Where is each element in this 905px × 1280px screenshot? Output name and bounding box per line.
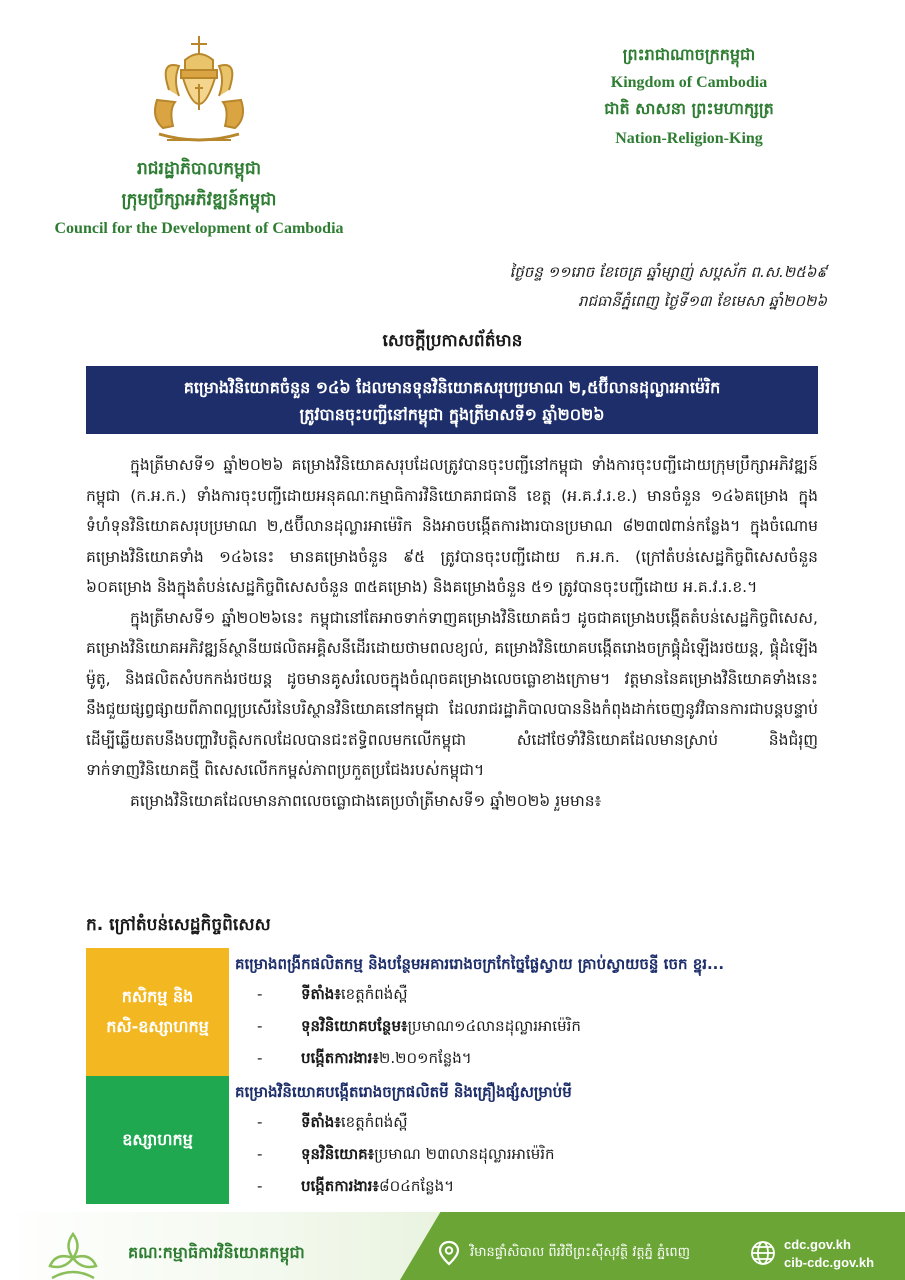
footer — [0, 1212, 905, 1280]
document-type: សេចក្តីប្រកាសព័ត៌មាន — [382, 331, 523, 351]
sector-label: កសិ-ឧស្សាហកម្ម — [106, 1017, 209, 1036]
capital-label: ទុនវិនិយោគបន្ថែម៖ — [301, 1017, 408, 1035]
paragraph-3: គម្រោងវិនិយោគដែលមានភាពលេចធ្លោជាងគេប្រចាំត្រីមាសទី១ ឆ្នាំ២០២៦ រួមមាន៖ — [130, 791, 602, 810]
sector-cell — [86, 1076, 229, 1204]
location-pin-icon — [438, 1240, 460, 1266]
project-row — [86, 1076, 818, 1204]
project-capital: - ទុនវិនិយោគ៖ ប្រមាណ ២៣លានដុល្លារអាម៉េរិក — [235, 1138, 818, 1170]
headline-line-2: ត្រូវបានចុះបញ្ជីនៅកម្ពុជា ក្នុងត្រីមាសទី១ ឆ្នាំ២០២៦ — [299, 405, 605, 424]
website-link[interactable]: cdc.gov.kh — [784, 1237, 851, 1252]
location-label: ទីតាំង៖ — [301, 1113, 341, 1131]
jobs-value: ៨០៤កន្លែង។ — [379, 1177, 455, 1195]
paragraph-1: ក្នុងត្រីមាសទី១ ឆ្នាំ២០២៦ គម្រោងវិនិយោគសរុបដែលត្រូវបានចុះបញ្ជីនៅកម្ពុជា ទាំងការចុះបញ្ជីដោយក្រុមប្រឹក្សាអភិវឌ្ឍន៍កម្ពុជា (ក.អ.ក.) ទាំងការចុះបញ្ជីដោយអនុគណៈកម្មាធិការវិនិយោគរាជធានី ខេត្ត (អ.គ.វ.រ.ខ.) មានចំនួន ១៤៦គម្រោង ក្នុងទំហំទុនវិនិយោគសរុបប្រមាណ ២,៥ប៊ីលានដុល្លារអាម៉េរិក និងអាចបង្កើតការងារបានប្រមាណ ៨២៣៧ពាន់កន្លែង។ ក្នុងចំណោមគម្រោងវិនិយោគទាំង ១៤៦នេះ មានគម្រោងចំនួន ៩៥ ត្រូវបានចុះបញ្ជីដោយ ក.អ.ក. (ក្រៅតំបន់សេដ្ឋកិច្ចពិសេសចំនួន ៦០គម្រោង និងក្នុងតំបន់សេដ្ឋកិច្ចពិសេសចំនួន ៣៥គម្រោង) និងគម្រោងចំនួន ៥១ ត្រូវបានចុះបញ្ជីដោយ អ.គ.វ.រ.ខ.។ — [86, 456, 818, 596]
org-header — [44, 30, 354, 238]
jobs-value: ២.២០១កន្លែង។ — [379, 1049, 472, 1067]
org-name-kh-cdc: ក្រុមប្រឹក្សាអភិវឌ្ឍន៍កម្ពុជា — [121, 190, 277, 210]
document-body — [86, 450, 818, 816]
headline-banner — [86, 366, 818, 434]
project-location: - ទីតាំង៖ ខេត្តកំពង់ស្ពឺ — [235, 1106, 818, 1138]
royal-emblem-icon — [139, 30, 259, 148]
lunar-date: ថ្ងៃចន្ទ ១១រោច ខែចេត្រ ឆ្នាំម្សាញ់ សប្តស័ក ព.ស.២៥៦៩ — [509, 263, 827, 281]
capital-value: ប្រមាណ ២៣លានដុល្លារអាម៉េរិក — [374, 1145, 555, 1163]
sector-cell — [86, 948, 229, 1076]
project-row — [86, 948, 818, 1076]
footer-websites — [784, 1236, 874, 1272]
project-details — [229, 948, 818, 1076]
kingdom-en: Kingdom of Cambodia — [610, 74, 768, 91]
footer-org-name: គណៈកម្មាធិការវិនិយោគកម្ពុជា — [128, 1243, 305, 1262]
location-value: ខេត្តកំពង់ស្ពឺ — [340, 985, 408, 1003]
project-jobs: - បង្កើតការងារ៖ ២.២០១កន្លែង។ — [235, 1042, 818, 1074]
globe-icon — [750, 1240, 776, 1266]
project-location: - ទីតាំង៖ ខេត្តកំពង់ស្ពឺ — [235, 978, 818, 1010]
location-label: ទីតាំង៖ — [301, 985, 341, 1003]
website-link[interactable]: cib-cdc.gov.kh — [784, 1255, 875, 1270]
cib-logo-icon — [42, 1230, 104, 1280]
date-block — [510, 258, 827, 316]
project-table — [86, 948, 818, 1204]
project-name: គម្រោងវិនិយោគបង្កើតរោងចក្រផលិតមី និងគ្រឿងផ្សំសម្រាប់មី — [235, 1083, 572, 1101]
jobs-label: បង្កើតការងារ៖ — [301, 1049, 380, 1067]
headline-line-1: គម្រោងវិនិយោគចំនួន ១៤៦ ដែលមានទុនវិនិយោគសរុបប្រមាណ ២,៥ប៊ីលានដុល្លារអាម៉េរិក — [183, 378, 721, 397]
project-name: គម្រោងពង្រីកផលិតកម្ម និងបន្ថែមអគាររោងចក្រកែច្នៃផ្លែស្វាយ គ្រាប់ស្វាយចន្ទី ចេក ខ្នុរ... — [235, 955, 725, 973]
org-name-kh-government: រាជរដ្ឋាភិបាលកម្ពុជា — [136, 159, 262, 179]
paragraph-2: ក្នុងត្រីមាសទី១ ឆ្នាំ២០២៦នេះ កម្ពុជានៅតែអាចទាក់ទាញគម្រោងវិនិយោគធំៗ ដូចជាគម្រោងបង្កើតតំបន់សេដ្ឋកិច្ចពិសេស, គម្រោងវិនិយោគអភិវឌ្ឍន៍ស្ថានីយផលិតអគ្គិសនីដើរដោយថាមពលខ្យល់, គម្រោងវិនិយោគបង្កើតរោងចក្រផ្គុំដំឡើងរថយន្ត, ផ្គុំដំឡើងម៉ូតូ, និងផលិតសំបកកង់រថយន្ត ដូចមានគូសរំលេចក្នុងចំណុចគម្រោងលេចធ្លោខាងក្រោម។ វត្តមាននៃគម្រោងវិនិយោគទាំងនេះ នឹងជួយផ្សព្វផ្សាយពីភាពល្អប្រសើរនៃបរិស្ថានវិនិយោគនៅកម្ពុជា ដែលរាជរដ្ឋាភិបាលបាននិងកំពុងដាក់ចេញនូវវិធានការជាបន្តបន្ទាប់ដើម្បីឆ្លើយតបនឹងបញ្ហាវិបត្តិសកលដែលបានជះឥទ្ធិពលមកលើកម្ពុជា សំដៅថែទាំវិនិយោគដែលមានស្រាប់ និងជំរុញទាក់ទាញវិនិយោគថ្មី ពិសេសលើកកម្ពស់ភាពប្រកួតប្រជែងរបស់កម្ពុជា។ — [86, 608, 818, 779]
motto-kh: ជាតិ សាសនា ព្រះមហាក្សត្រ — [604, 99, 774, 118]
kingdom-kh: ព្រះរាជាណាចក្រកម្ពុជា — [622, 45, 756, 64]
project-capital: - ទុនវិនិយោគបន្ថែម៖ ប្រមាណ១៤លានដុល្លារអាម៉េរិក — [235, 1010, 818, 1042]
capital-label: ទុនវិនិយោគ៖ — [301, 1145, 375, 1163]
capital-value: ប្រមាណ១៤លានដុល្លារអាម៉េរិក — [407, 1017, 581, 1035]
kingdom-motto — [569, 44, 809, 148]
project-jobs: - បង្កើតការងារ៖ ៨០៤កន្លែង។ — [235, 1170, 818, 1202]
sector-label: ឧស្សាហកម្ម — [122, 1130, 193, 1149]
solar-date: រាជធានីភ្នំពេញ ថ្ងៃទី១៣ ខែមេសា ឆ្នាំ២០២៦ — [577, 292, 827, 310]
footer-address: វិមានផ្ទាំសិបាល ពីរវិថីព្រះស៊ីសុវត្ថិ វត្តភ្នំ ភ្នំពេញ — [470, 1245, 691, 1260]
section-heading: ក. ក្រៅតំបន់សេដ្ឋកិច្ចពិសេស — [86, 915, 271, 935]
org-name-en: Council for the Development of Cambodia — [54, 220, 344, 237]
motto-en: Nation-Religion-King — [615, 130, 763, 147]
sector-label: កសិកម្ម និង — [121, 987, 194, 1006]
project-details — [229, 1076, 818, 1204]
location-value: ខេត្តកំពង់ស្ពឺ — [340, 1113, 408, 1131]
jobs-label: បង្កើតការងារ៖ — [301, 1177, 380, 1195]
